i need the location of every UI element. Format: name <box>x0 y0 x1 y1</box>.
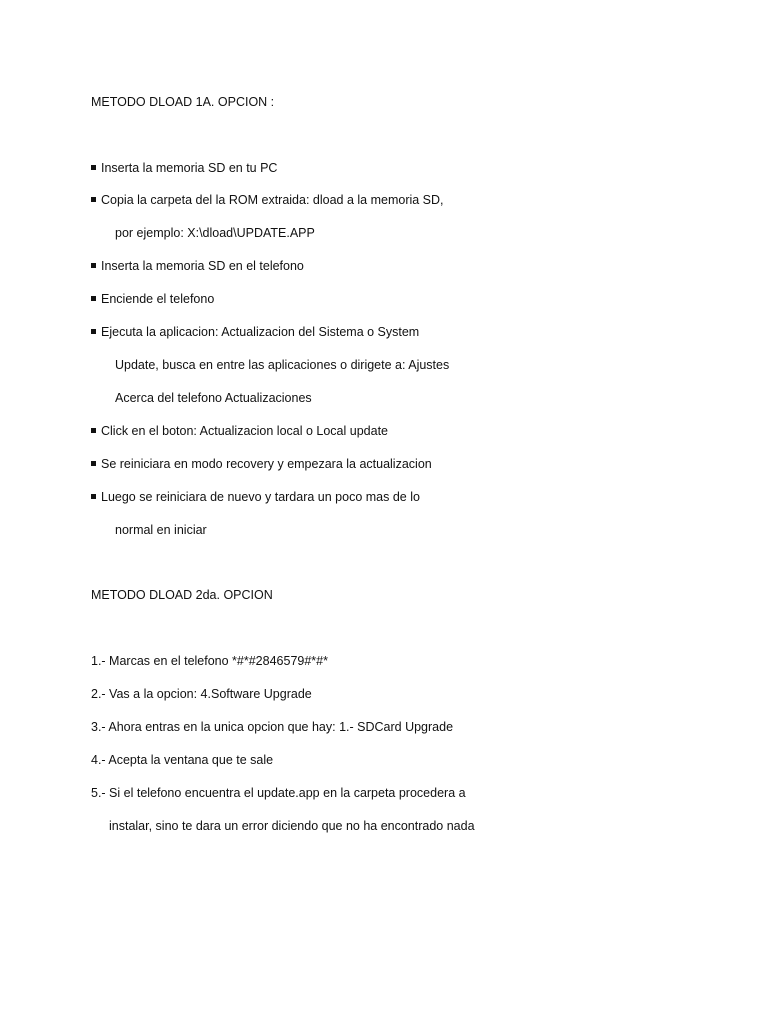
step-item: 1.- Marcas en el telefono *#*#2846579#*#* <box>91 654 328 668</box>
bullet-item <box>91 291 214 307</box>
bullet-text: Inserta la memoria SD en tu PC <box>101 161 278 175</box>
bullet-text: Click en el boton: Actualizacion local o Local update <box>101 424 388 438</box>
bullet-text: Copia la carpeta del la ROM extraida: dload a la memoria SD, <box>101 193 444 207</box>
bullet-item <box>91 324 419 340</box>
bullet-text: Ejecuta la aplicacion: Actualizacion del Sistema o System <box>101 325 420 339</box>
bullet-item <box>91 192 444 208</box>
bullet-icon <box>91 263 96 268</box>
bullet-icon <box>91 428 96 433</box>
step-item: 4.- Acepta la ventana que te sale <box>91 753 274 767</box>
bullet-item <box>91 423 388 439</box>
bullet-icon <box>91 296 96 301</box>
bullet-icon <box>91 329 96 334</box>
bullet-text: Enciende el telefono <box>101 292 215 306</box>
step-item: 3.- Ahora entras en la unica opcion que hay: 1.- SDCard Upgrade <box>91 720 454 734</box>
bullet-continuation: Update, busca en entre las aplicaciones o dirigete a: Ajustes <box>115 358 450 372</box>
section2-heading: METODO DLOAD 2da. OPCION <box>91 588 273 602</box>
step-item: 5.- Si el telefono encuentra el update.app en la carpeta procedera a <box>91 786 466 800</box>
bullet-item <box>91 258 304 274</box>
bullet-item <box>91 456 432 472</box>
bullet-icon <box>91 461 96 466</box>
step-item: 2.- Vas a la opcion: 4.Software Upgrade <box>91 687 312 701</box>
bullet-item <box>91 160 277 176</box>
bullet-text: Se reiniciara en modo recovery y empezara la actualizacion <box>101 457 432 471</box>
bullet-icon <box>91 494 96 499</box>
bullet-text: Luego se reiniciara de nuevo y tardara un poco mas de lo <box>101 490 420 504</box>
bullet-item <box>91 489 420 505</box>
bullet-text: Inserta la memoria SD en el telefono <box>101 259 304 273</box>
bullet-icon <box>91 197 96 202</box>
bullet-continuation: Acerca del telefono Actualizaciones <box>115 391 312 405</box>
bullet-continuation: normal en iniciar <box>115 523 207 537</box>
bullet-continuation: por ejemplo: X:\dload\UPDATE.APP <box>115 226 315 240</box>
step-continuation: instalar, sino te dara un error diciendo que no ha encontrado nada <box>109 819 475 833</box>
section1-heading: METODO DLOAD 1A. OPCION : <box>91 95 275 109</box>
bullet-icon <box>91 165 96 170</box>
